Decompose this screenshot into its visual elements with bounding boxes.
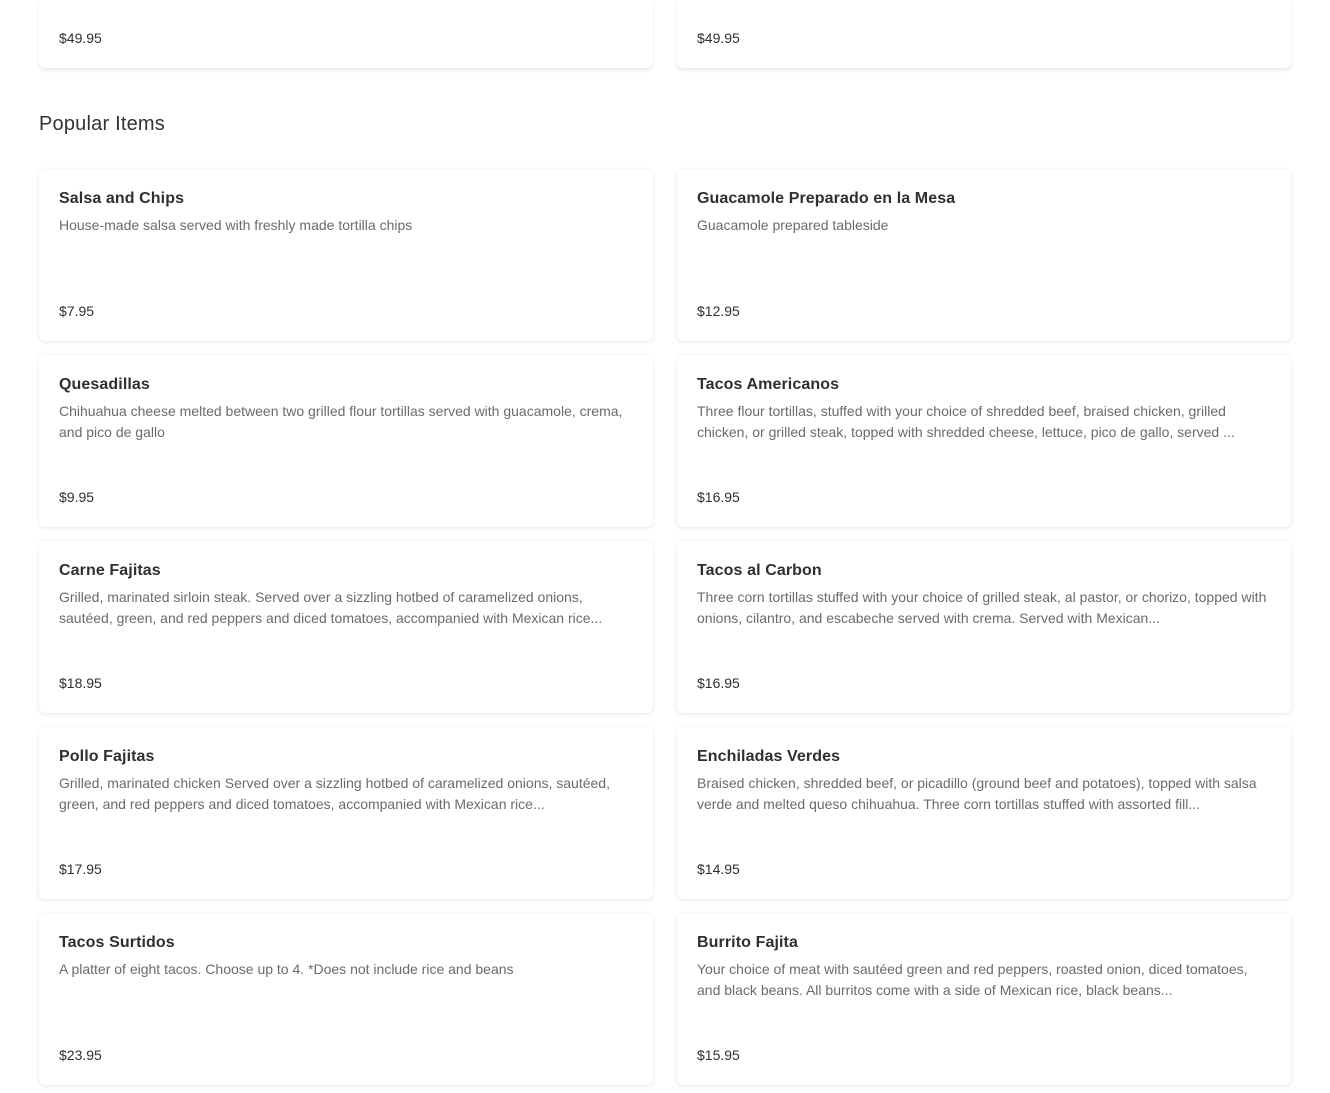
- menu-item-card[interactable]: [677, 913, 1291, 1085]
- item-price: $16.95: [697, 675, 740, 691]
- item-price: $7.95: [59, 303, 95, 319]
- menu-item-card[interactable]: [39, 727, 653, 899]
- item-description: Guacamole prepared tableside: [697, 217, 889, 233]
- item-name: Quesadillas: [59, 376, 150, 393]
- item-name: Pollo Fajitas: [59, 748, 155, 765]
- item-price: $49.95: [59, 30, 102, 46]
- item-name: Salsa and Chips: [59, 190, 185, 207]
- menu-page: [39, 0, 1291, 1085]
- menu-item-card[interactable]: [677, 169, 1291, 341]
- item-description: Grilled, marinated chicken Served over a sizzling hotbed of caramelized onions, sautéed, green, and red peppers and diced tomatoes, accompanied with Mexican rice...: [59, 775, 610, 812]
- item-description: Chihuahua cheese melted between two grilled flour tortillas served with guacamole, crema, and pico de gallo: [59, 403, 623, 440]
- item-name: Guacamole Preparado en la Mesa: [697, 190, 956, 207]
- menu-item-card[interactable]: [39, 0, 653, 68]
- section-spacer: [39, 136, 1291, 169]
- item-description: A platter of eight tacos. Choose up to 4. *Does not include rice and beans: [59, 961, 514, 977]
- item-price: $18.95: [59, 675, 102, 691]
- item-price: $14.95: [697, 861, 740, 877]
- menu-item-card[interactable]: [39, 169, 653, 341]
- item-name: Tacos Surtidos: [59, 934, 175, 951]
- item-name: Tacos al Carbon: [697, 562, 822, 579]
- item-price: $17.95: [59, 861, 102, 877]
- item-price: $23.95: [59, 1047, 102, 1063]
- section-spacer: [39, 68, 1291, 112]
- item-price: $9.95: [59, 489, 95, 505]
- item-description: House-made salsa served with freshly made tortilla chips: [59, 217, 413, 233]
- item-description: Three corn tortillas stuffed with your choice of grilled steak, al pastor, or chorizo, topped with onions, cilantro, and escabeche served with crema. Served with Mexican...: [697, 589, 1267, 626]
- item-price: $15.95: [697, 1047, 740, 1063]
- item-price: $49.95: [697, 30, 740, 46]
- item-description: Your choice of meat with sautéed green and red peppers, roasted onion, diced tomatoes, and black beans. All burritos come with a side of Mexican rice, black beans...: [697, 961, 1248, 998]
- item-name: Carne Fajitas: [59, 562, 161, 579]
- item-price: $12.95: [697, 303, 740, 319]
- menu-item-card[interactable]: [677, 355, 1291, 527]
- previous-section-grid: [39, 0, 1291, 68]
- menu-item-card[interactable]: [677, 0, 1291, 68]
- item-name: Enchiladas Verdes: [697, 748, 841, 765]
- item-name: Tacos Americanos: [697, 376, 840, 393]
- item-description: Braised chicken, shredded beef, or picadillo (ground beef and potatoes), topped with salsa verde and melted queso chihuahua. Three corn tortillas stuffed with assorted fill...: [697, 775, 1257, 812]
- menu-item-card[interactable]: [39, 541, 653, 713]
- menu-item-card[interactable]: [677, 727, 1291, 899]
- item-price: $16.95: [697, 489, 740, 505]
- menu-item-card[interactable]: [39, 355, 653, 527]
- item-description: Grilled, marinated sirloin steak. Served over a sizzling hotbed of caramelized onions, sautéed, green, and red peppers and diced tomatoes, accompanied with Mexican rice...: [59, 589, 603, 626]
- item-name: Burrito Fajita: [697, 934, 798, 951]
- item-description: Three flour tortillas, stuffed with your choice of shredded beef, braised chicken, grilled chicken, or grilled steak, topped with shredded cheese, lettuce, pico de gallo, served ...: [697, 403, 1235, 440]
- section-title-popular-items: Popular Items: [39, 113, 165, 135]
- menu-item-card[interactable]: [39, 913, 653, 1085]
- menu-item-card[interactable]: [677, 541, 1291, 713]
- popular-items-grid: [39, 169, 1291, 1085]
